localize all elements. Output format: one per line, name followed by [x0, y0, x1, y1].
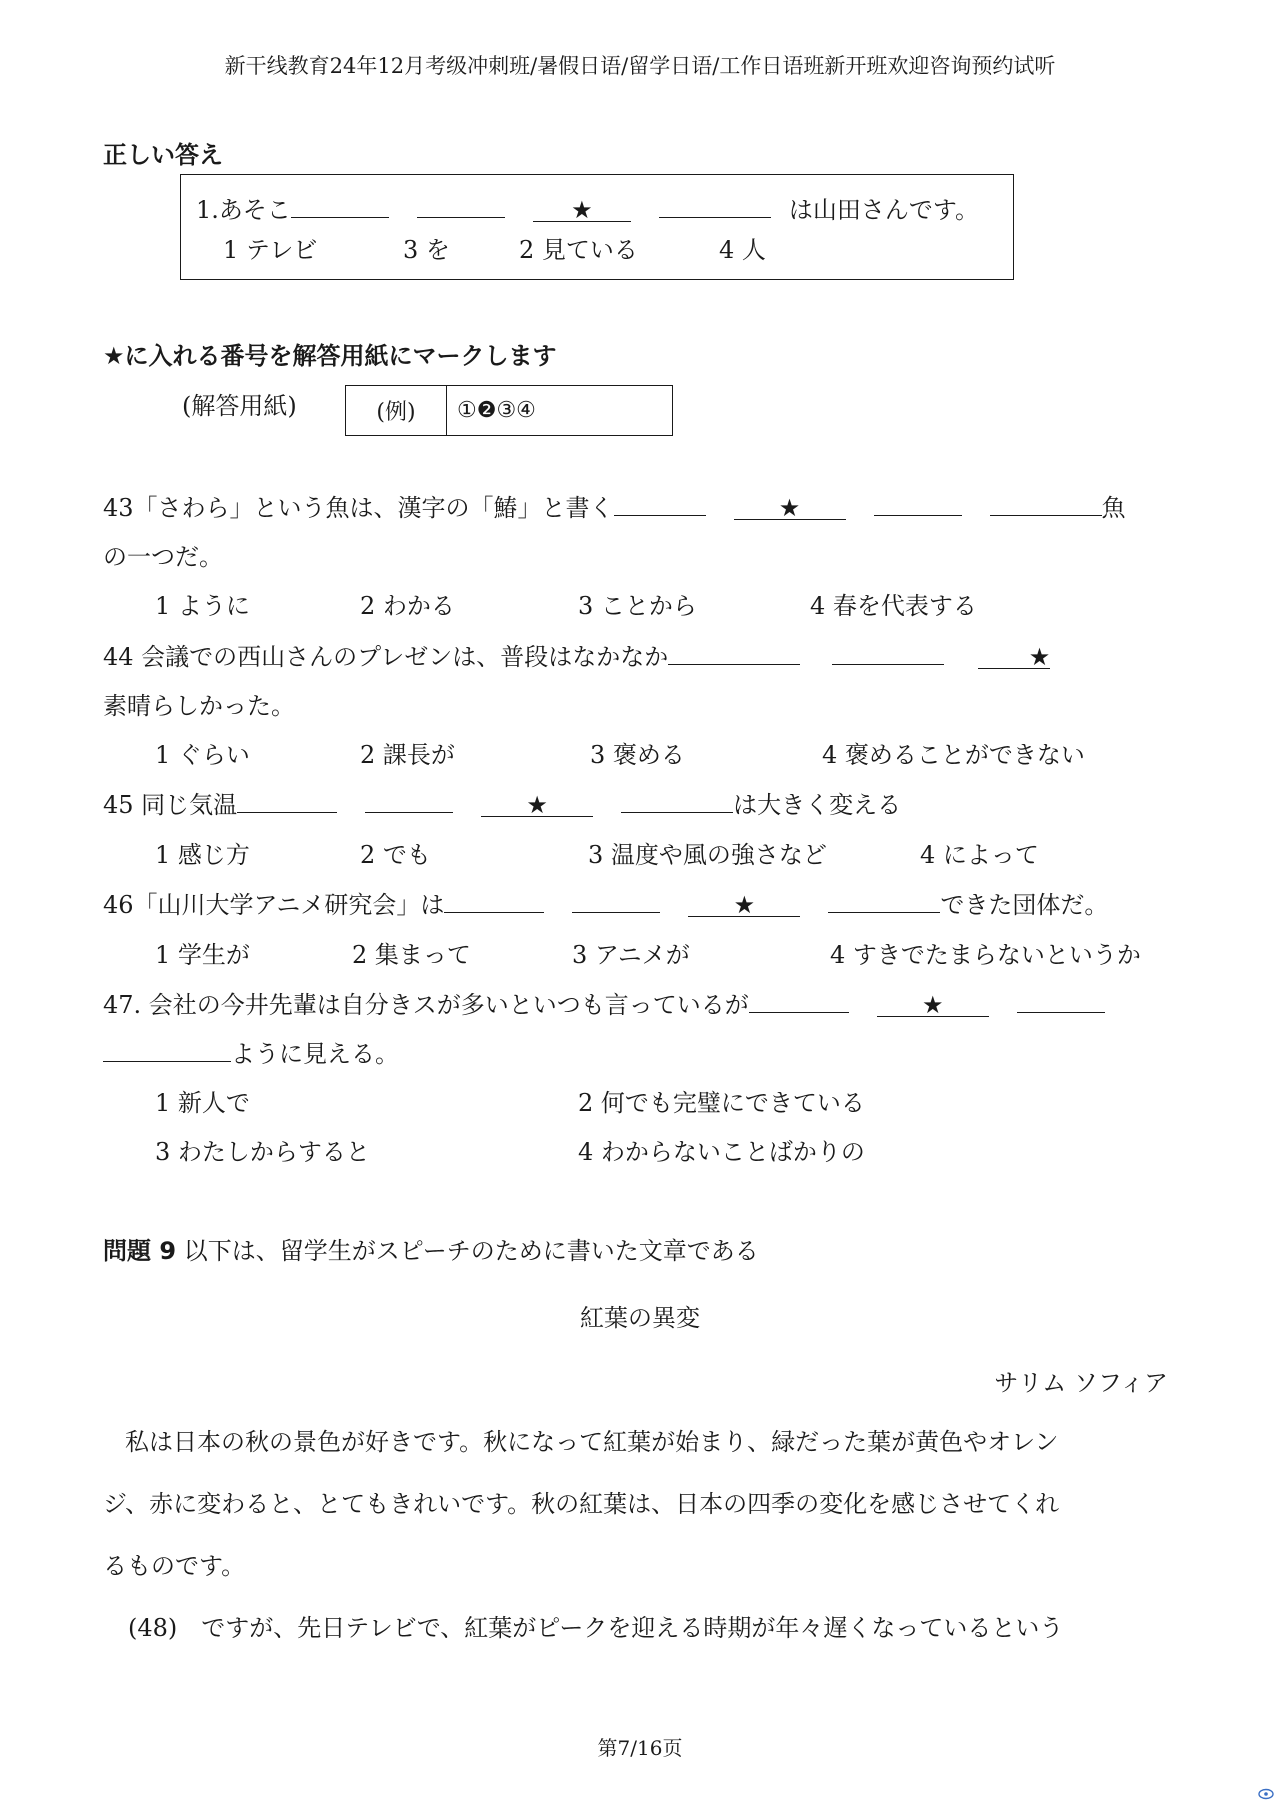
answer-blank	[828, 890, 940, 913]
star-icon: ★	[571, 196, 593, 224]
option: 2 集まって	[352, 941, 471, 969]
option: 4 わからないことばかりの	[578, 1138, 865, 1166]
question-text: 45 同じ気温	[103, 791, 238, 819]
option: 3 ことから	[578, 592, 697, 620]
question-text: 46「山川大学アニメ研究会」は	[103, 891, 445, 919]
question-46	[103, 885, 1108, 920]
option: 1 感じ方	[155, 841, 250, 869]
example-option: 1 テレビ	[223, 236, 318, 264]
example-question-suffix: は山田さんです。	[788, 196, 979, 224]
question-tail: は大きく変える	[733, 791, 902, 819]
option: 1 学生が	[155, 941, 250, 969]
star-blank	[877, 991, 989, 1019]
option: 3 温度や風の強さなど	[588, 841, 827, 869]
answer-sheet-example	[345, 385, 673, 436]
option: 4 すきでたまらないというか	[830, 941, 1141, 969]
essay-line: るものです。	[103, 1552, 246, 1580]
star-blank	[481, 791, 593, 819]
question-text: 44 会議での西山さんのプレゼンは、普段はなかなか	[103, 643, 669, 671]
answer-blank	[237, 790, 337, 813]
mondai-intro: 以下は、留学生がスピーチのために書いた文章である	[183, 1237, 759, 1265]
option: 3 褒める	[590, 741, 685, 769]
answer-blank	[749, 990, 849, 1013]
answer-blank	[1017, 990, 1105, 1013]
question-tail: 魚	[1101, 494, 1126, 522]
option: 4 によって	[920, 841, 1039, 869]
corner-logo-icon	[1258, 1788, 1274, 1800]
question-text: 47. 会社の今井先輩は自分きスが多いといつも言っているが	[103, 991, 749, 1019]
essay-line: ジ、赤に変わると、とてもきれいです。秋の紅葉は、日本の四季の変化を感じさせてくれ	[103, 1490, 1060, 1518]
essay-author: サリム ソフィア	[994, 1369, 1168, 1397]
page-number: 第7/16页	[597, 1736, 683, 1760]
answer-blank	[103, 1039, 231, 1062]
star-blank	[734, 494, 846, 522]
option: 3 アニメが	[572, 941, 690, 969]
answer-blank	[417, 195, 505, 218]
mondai-label: 問題 9	[103, 1237, 177, 1265]
question-47	[103, 985, 1105, 1020]
option: 2 何でも完璧にできている	[578, 1089, 865, 1117]
example-question	[196, 190, 979, 225]
answer-blank	[444, 890, 544, 913]
essay-line: (48) ですが、先日テレビで、紅葉がピークを迎える時期が年々遅くなっているという	[128, 1614, 1064, 1642]
example-heading: 正しい答え	[103, 141, 223, 169]
star-blank	[688, 891, 800, 919]
question-47-line2	[103, 1034, 399, 1069]
answer-blank	[572, 890, 660, 913]
option: 4 春を代表する	[810, 592, 977, 620]
answer-blank	[365, 790, 453, 813]
star-icon: ★	[1028, 643, 1051, 671]
essay-title: 紅葉の異変	[580, 1304, 700, 1332]
option: 1 ぐらい	[155, 741, 250, 769]
example-answer-bubbles: ①❷③④	[457, 398, 536, 423]
example-box	[180, 174, 1014, 280]
example-question-prefix: 1.あそこ	[196, 196, 291, 224]
example-option: 4 人	[719, 236, 766, 264]
essay-line: 私は日本の秋の景色が好きです。秋になって紅葉が始まり、緑だった葉が黄色やオレン	[125, 1428, 1059, 1456]
star-blank	[533, 196, 631, 224]
question-43-line2: の一つだ。	[103, 543, 223, 571]
option: 2 でも	[360, 841, 431, 869]
star-icon: ★	[526, 791, 548, 819]
star-icon: ★	[922, 991, 944, 1019]
question-44	[103, 637, 1050, 672]
star-blank	[978, 643, 1051, 671]
answer-blank	[621, 790, 733, 813]
answer-blank	[668, 642, 800, 665]
example-label: (例)	[346, 386, 447, 435]
option: 1 新人で	[155, 1089, 250, 1117]
question-text: 43「さわら」という魚は、漢字の「鰆」と書く	[103, 494, 614, 522]
question-tail: ように見える。	[231, 1040, 399, 1068]
star-icon: ★	[778, 494, 801, 522]
star-icon: ★	[733, 891, 756, 919]
answer-blank	[659, 195, 771, 218]
example-option: 2 見ている	[519, 236, 638, 264]
question-43	[103, 488, 1126, 523]
page-header: 新干线教育24年12月考级冲刺班/暑假日语/留学日语/工作日语班新开班欢迎咨询预约试听	[224, 54, 1056, 78]
answer-blank	[874, 493, 962, 516]
option: 4 褒めることができない	[822, 741, 1085, 769]
option: 1 ように	[155, 592, 250, 620]
example-option: 3 を	[403, 236, 450, 264]
answer-blank	[832, 642, 944, 665]
answer-blank	[614, 493, 706, 516]
question-tail: できた団体だ。	[940, 891, 1109, 919]
option: 3 わたしからすると	[155, 1138, 370, 1166]
question-44-line2: 素晴らしかった。	[103, 692, 295, 720]
answer-blank	[990, 493, 1102, 516]
option: 2 課長が	[360, 741, 455, 769]
mondai-9-heading	[103, 1231, 759, 1266]
answer-blank	[291, 195, 389, 218]
answer-sheet-label: (解答用紙)	[182, 392, 297, 420]
mark-instruction: ★に入れる番号を解答用紙にマークします	[103, 342, 557, 370]
option: 2 わかる	[360, 592, 455, 620]
question-45	[103, 785, 901, 820]
